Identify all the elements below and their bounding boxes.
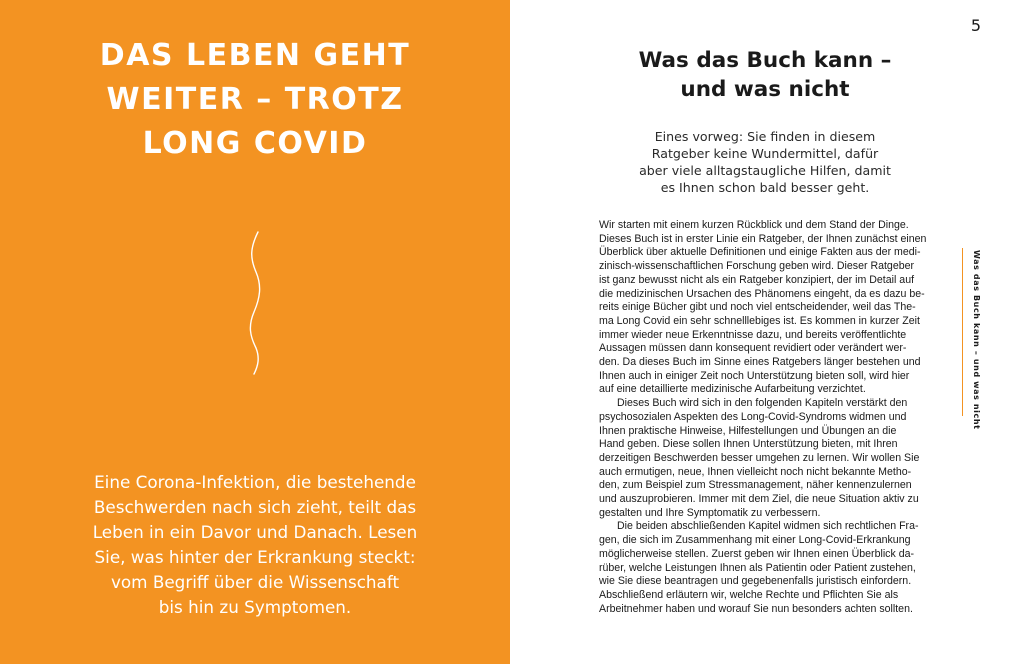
body-line: Wir starten mit einem kurzen Rückblick und dem Stand der Dinge.: [599, 219, 909, 231]
body-line: wie Sie diese beantragen und gegebenenfalls juristisch einfordern.: [599, 575, 912, 588]
page-number: 5: [970, 16, 982, 35]
body-line: derzeitigen Beschwerden besser umgehen zu lernen. Wir wollen Sie: [599, 451, 920, 464]
body-line: den, zum Beispiel zum Stressmanagement, näher kennenzulernen: [599, 479, 912, 492]
intro-line: Leben in ein Davor und Danach. Lesen: [92, 522, 418, 542]
chapter-title: [40, 34, 470, 166]
body-line: Die beiden abschließenden Kapitel widmen sich rechtlichen Fra-: [617, 520, 919, 533]
body-line: ist ganz bewusst nicht als ein Ratgeber konzipiert, der im Detail auf: [599, 273, 915, 286]
body-line: Überblick über aktuelle Definitionen und einige Fakten aus der medi-: [599, 246, 921, 259]
running-head-rule: [962, 248, 963, 416]
body-line: Ihnen auch in einiger Zeit noch Unterstützung bieten soll, wird hier: [599, 369, 910, 382]
body-line: auch ermutigen, neue, Ihnen vielleicht noch nicht bekannte Metho-: [599, 465, 912, 478]
section-subtitle: [620, 128, 910, 196]
body-line: Dieses Buch ist in erster Linie ein Ratgeber, der Ihnen zunächst einen: [599, 232, 927, 245]
body-line: den. Da dieses Buch im Sinne eines Ratgebers länger bestehen und: [599, 356, 921, 369]
subtitle-line: Ratgeber keine Wundermittel, dafür: [651, 146, 879, 161]
subtitle-line: Eines vorweg: Sie finden in diesem: [654, 129, 876, 144]
body-line: Ihnen praktische Hinweise, Hilfestellungen und Übungen an die: [599, 424, 897, 437]
chapter-title-line: DAS LEBEN GEHT: [99, 38, 411, 73]
chapter-title-line: WEITER – TROTZ: [106, 82, 404, 117]
section-title: [600, 46, 930, 104]
body-line: zinisch-wissenschaftlichen Forschung geben wird. Dieser Ratgeber: [599, 260, 915, 273]
body-line: ma Long Covid ein sehr schnelllebiges ist. Es kommen in kurzer Zeit: [599, 314, 920, 327]
wave-line-decoration: [238, 228, 278, 376]
intro-line: Eine Corona-Infektion, die bestehende: [94, 472, 416, 492]
body-line: Hand geben. Diese sollen Ihnen Unterstützung bieten, mit Ihren: [599, 438, 898, 451]
body-line: Aussagen müssen dann konsequent revidiert oder verändert wer-: [599, 342, 907, 355]
body-line: psychosozialen Aspekten des Long-Covid-Syndroms widmen und: [599, 410, 907, 423]
intro-line: Beschwerden nach sich zieht, teilt das: [93, 497, 417, 517]
body-line: gestalten und Ihre Symptomatik zu verbessern.: [599, 506, 821, 519]
body-line: und auszuprobieren. Immer mit dem Ziel, die neue Situation aktiv zu: [599, 493, 919, 506]
body-line: möglicherweise stellen. Zuerst geben wir Ihnen einen Überblick da-: [599, 547, 915, 560]
section-title-line: und was nicht: [680, 77, 850, 102]
body-line: Dieses Buch wird sich in den folgenden Kapiteln verstärkt den: [617, 397, 908, 410]
intro-line: vom Begriff über die Wissenschaft: [110, 572, 400, 592]
running-head: Was das Buch kann – und was nicht: [972, 250, 981, 430]
subtitle-line: es Ihnen schon bald besser geht.: [660, 180, 870, 195]
intro-line: bis hin zu Symptomen.: [158, 597, 352, 617]
section-title-line: Was das Buch kann –: [638, 48, 892, 73]
subtitle-line: aber viele alltagstaugliche Hilfen, damit: [639, 163, 891, 178]
intro-line: Sie, was hinter der Erkrankung steckt:: [94, 547, 416, 567]
chapter-intro: [60, 470, 450, 620]
body-line: rüber, welche Leistungen Ihnen als Patientin oder Patient zustehen,: [599, 561, 916, 574]
body-line: immer wieder neue Erkenntnisse dazu, und bereits veröffentlichte: [599, 328, 907, 341]
body-line: auf eine detaillierte medizinische Aufarbeitung verzichtet.: [599, 383, 866, 396]
body-line: die medizinischen Ursachen des Phänomens eingeht, da es dazu be-: [599, 287, 925, 300]
body-line: Abschließend erläutern wir, welche Rechte und Pflichten Sie als: [599, 588, 899, 601]
body-line: Arbeitnehmer haben und worauf Sie nun besonders achten sollten.: [599, 602, 913, 615]
body-text: [599, 219, 939, 616]
body-line: gen, die sich im Zusammenhang mit einer Long-Covid-Erkrankung: [599, 534, 911, 547]
chapter-title-line: LONG COVID: [142, 126, 368, 161]
body-line: reits einige Bücher gibt und noch viel entscheidender, weil das The-: [599, 301, 916, 314]
